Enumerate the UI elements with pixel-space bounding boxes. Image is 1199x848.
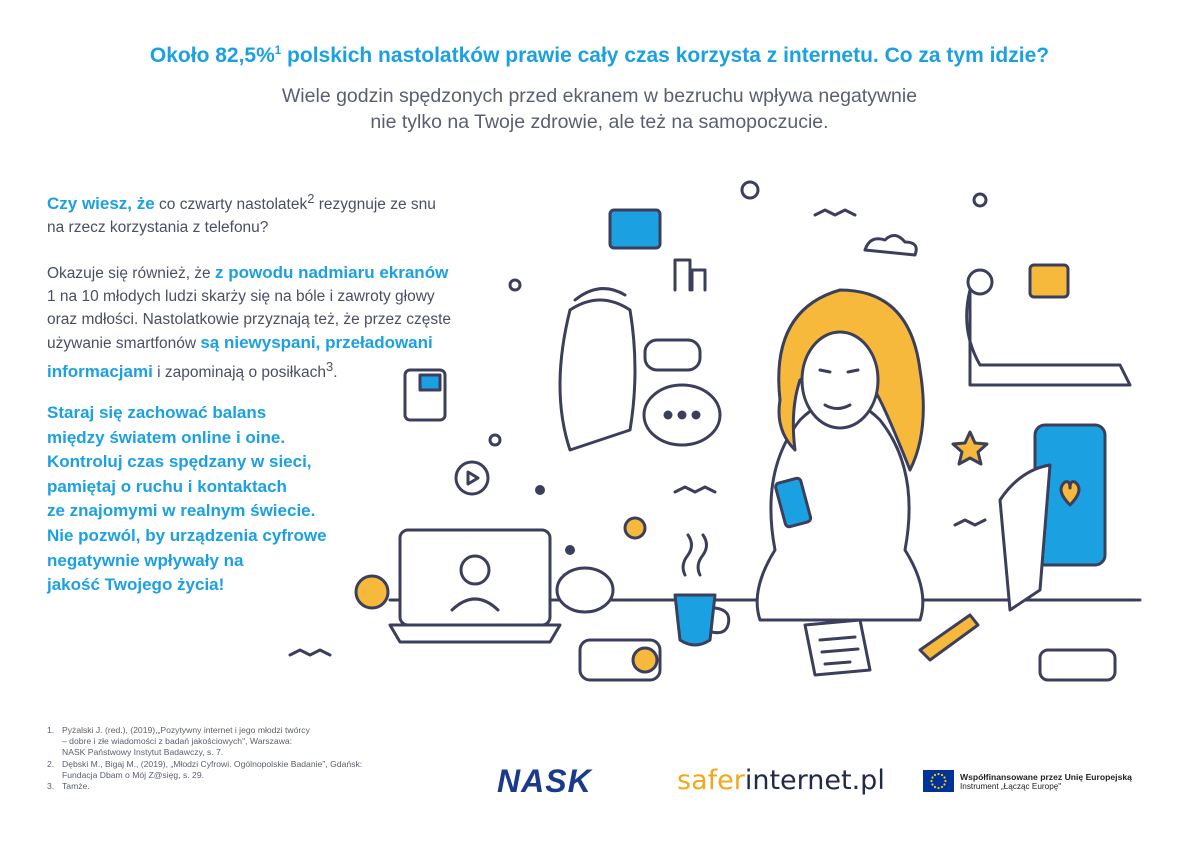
illustration-teen-with-devices: [280, 170, 1160, 710]
subtitle-line-2: nie tylko na Twoje zdrowie, ale też na samopoczucie.: [370, 111, 829, 133]
footnote-2: 2. Dębski M., Bigaj M., (2019), „Młodzi Cyfrowi. Ogólnopolskie Badanie", Gdańsk: Fundacja Dbam o Mój Z@sięg, s. 29.: [47, 758, 363, 780]
fact-block-screens: Okazuje się również, że z powodu nadmiaru ekranów 1 na 10 młodych ludzi skarży się na bóle i zawroty głowy oraz mdłości. Nastolatkowie przyznają też, że przez częste używanie smartfonów są niewyspani, przeładowani informacjami i zapominają o posiłkach$^3$.: [47, 263, 452, 382]
eu-text-line-2: Instrument „Łącząc Europę": [960, 781, 1062, 791]
footnotes: [47, 725, 417, 792]
eu-text-line-1: Współfinansowane przez Unię Europejską: [960, 771, 1132, 782]
footnote-1: 1. Pyżalski J. (red.), (2019),„Pozytywny internet i jego młodzi twórcy – dobre i złe wiadomości z badań jakościowych", Warszawa: NASK Państwowy Instytut Badawczy, s. 7.: [47, 725, 310, 758]
advice-block: Staraj się zachować balans między światem online i oine. Kontroluj czas spędzany w sieci, pamiętaj o ruchu i kontaktach ze znajomymi w realnym świecie. Nie pozwól, by urządzenia cyfrowe negatywnie wpływały na jakość Twojego życia!: [47, 403, 327, 595]
eu-flag-icon: [923, 770, 954, 792]
eu-cofinancing-logo: [923, 770, 1132, 792]
saferinternet-logo: saferinternet.pl: [677, 765, 885, 796]
nask-logo: NASK: [497, 763, 592, 799]
subtitle-line-1: Wiele godzin spędzonych przed ekranem w bezruchu wpływa negatywnie: [281, 85, 918, 107]
footnote-3: 3. Tamże.: [47, 781, 90, 792]
fact-block-sleep: Czy wiesz, że co czwarty nastolatek$^2$ rezygnuje ze snu na rzecz korzystania z telefonu?: [47, 191, 436, 237]
headline: Około 82,5%$^1$ polskich nastolatków prawie cały czas korzysta z internetu. Co za tym idzie?: [149, 44, 1050, 67]
